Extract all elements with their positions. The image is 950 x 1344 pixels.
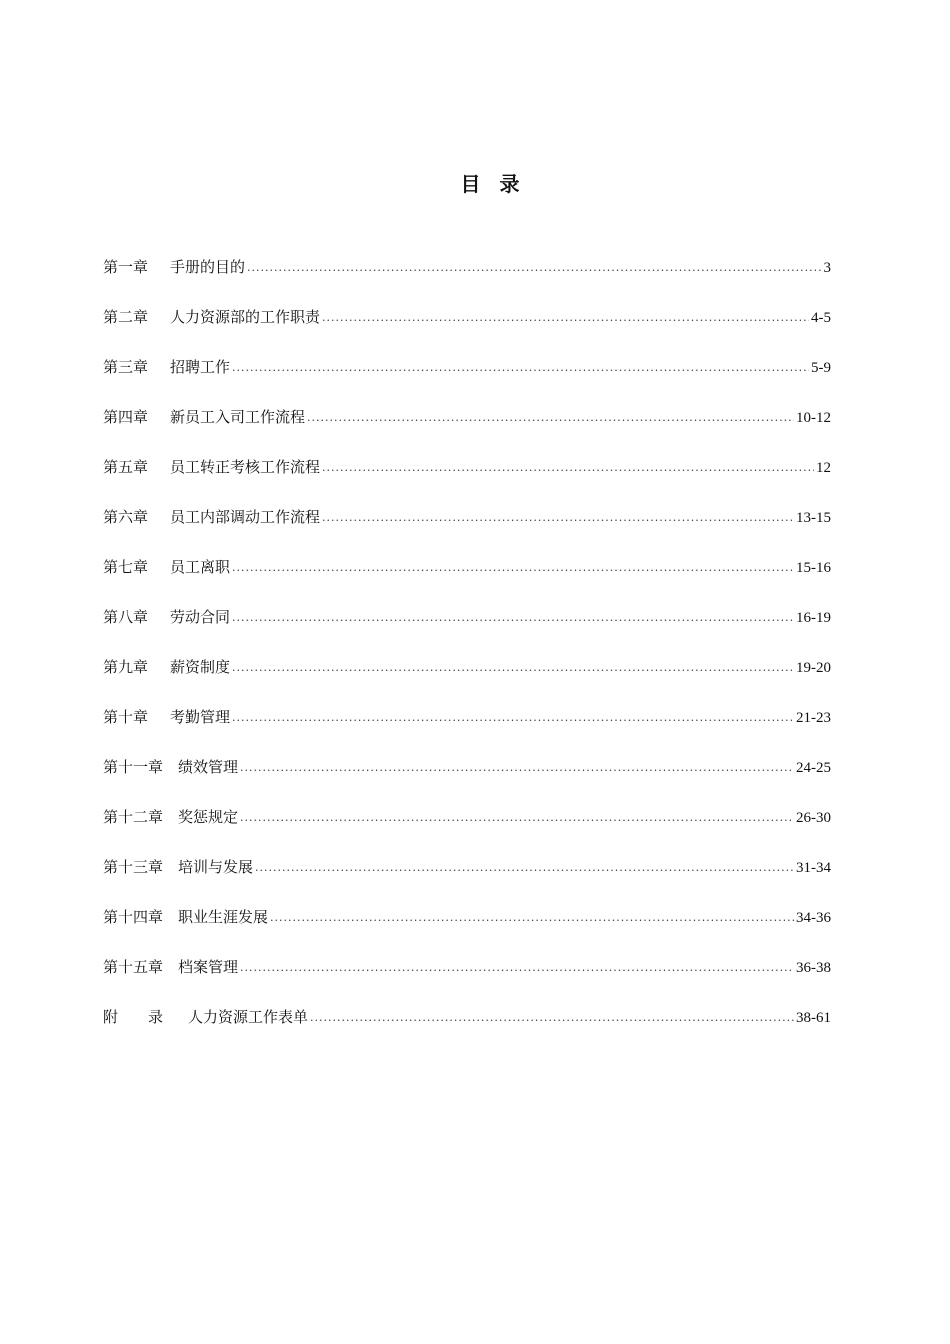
toc-chapter: 第十章 — [103, 708, 149, 726]
toc-chapter: 第一章 — [103, 258, 149, 276]
toc-entry-5 — [103, 457, 831, 507]
toc-pages: 15-16 — [796, 560, 831, 576]
toc-pages: 21-23 — [796, 710, 831, 726]
toc-leader-dots — [307, 408, 794, 428]
toc-title: 新员工入司工作流程 — [170, 408, 306, 426]
toc-entry-12 — [103, 807, 831, 857]
toc-pages: 26-30 — [796, 810, 831, 826]
toc-pages: 36-38 — [796, 960, 831, 976]
toc-chapter: 第五章 — [103, 458, 149, 476]
toc-leader-dots — [322, 458, 814, 478]
toc-pages: 34-36 — [796, 910, 831, 926]
toc-chapter: 附 录 — [103, 1008, 164, 1026]
toc-pages: 12 — [816, 460, 831, 476]
toc-entry-9 — [103, 657, 831, 707]
toc-title: 招聘工作 — [170, 358, 231, 376]
toc-title: 手册的目的 — [170, 258, 246, 276]
toc-title: 劳动合同 — [170, 608, 231, 626]
toc-entry-6 — [103, 507, 831, 557]
toc-chapter: 第十一章 — [103, 758, 164, 776]
toc-chapter: 第二章 — [103, 308, 149, 326]
toc-leader-dots — [322, 508, 794, 528]
toc-leader-dots — [322, 308, 809, 328]
toc-title: 培训与发展 — [178, 858, 254, 876]
toc-chapter: 第十五章 — [103, 958, 164, 976]
toc-leader-dots — [232, 558, 794, 578]
toc-title: 奖惩规定 — [178, 808, 239, 826]
toc-pages: 31-34 — [796, 860, 831, 876]
toc-leader-dots — [232, 708, 794, 728]
toc-pages: 10-12 — [796, 410, 831, 426]
toc-title: 考勤管理 — [170, 708, 231, 726]
toc-title: 档案管理 — [178, 958, 239, 976]
table-of-contents — [103, 257, 831, 1057]
toc-leader-dots — [310, 1008, 794, 1028]
toc-leader-dots — [240, 758, 794, 778]
toc-entry-1 — [103, 257, 831, 307]
toc-entry-11 — [103, 757, 831, 807]
toc-title: 薪资制度 — [170, 658, 231, 676]
toc-leader-dots — [270, 908, 794, 928]
toc-entry-8 — [103, 607, 831, 657]
toc-entry-7 — [103, 557, 831, 607]
toc-leader-dots — [240, 958, 794, 978]
toc-title: 员工转正考核工作流程 — [170, 458, 321, 476]
toc-pages: 3 — [823, 260, 831, 276]
toc-pages: 4-5 — [811, 310, 831, 326]
toc-leader-dots — [240, 808, 794, 828]
toc-title: 员工内部调动工作流程 — [170, 508, 321, 526]
toc-chapter: 第八章 — [103, 608, 149, 626]
toc-pages: 5-9 — [811, 360, 831, 376]
toc-entry-14 — [103, 907, 831, 957]
toc-pages: 24-25 — [796, 760, 831, 776]
toc-leader-dots — [255, 858, 794, 878]
toc-entry-appendix — [103, 1007, 831, 1057]
toc-chapter: 第九章 — [103, 658, 149, 676]
toc-leader-dots — [232, 608, 794, 628]
toc-chapter: 第七章 — [103, 558, 149, 576]
toc-pages: 13-15 — [796, 510, 831, 526]
toc-entry-13 — [103, 857, 831, 907]
toc-pages: 38-61 — [796, 1010, 831, 1026]
toc-leader-dots — [232, 358, 809, 378]
toc-chapter: 第十三章 — [103, 858, 164, 876]
toc-title: 人力资源部的工作职责 — [170, 308, 321, 326]
toc-title: 人力资源工作表单 — [188, 1008, 309, 1026]
toc-chapter: 第十四章 — [103, 908, 164, 926]
toc-entry-2 — [103, 307, 831, 357]
toc-entry-3 — [103, 357, 831, 407]
toc-leader-dots — [232, 658, 794, 678]
toc-chapter: 第六章 — [103, 508, 149, 526]
toc-entry-15 — [103, 957, 831, 1007]
toc-pages: 16-19 — [796, 610, 831, 626]
toc-entry-4 — [103, 407, 831, 457]
toc-title: 员工离职 — [170, 558, 231, 576]
toc-chapter: 第十二章 — [103, 808, 164, 826]
toc-chapter: 第四章 — [103, 408, 149, 426]
page-title: 目 录 — [460, 172, 526, 196]
toc-entry-10 — [103, 707, 831, 757]
toc-title: 绩效管理 — [178, 758, 239, 776]
toc-title: 职业生涯发展 — [178, 908, 269, 926]
toc-pages: 19-20 — [796, 660, 831, 676]
toc-chapter: 第三章 — [103, 358, 149, 376]
toc-leader-dots — [247, 258, 821, 278]
